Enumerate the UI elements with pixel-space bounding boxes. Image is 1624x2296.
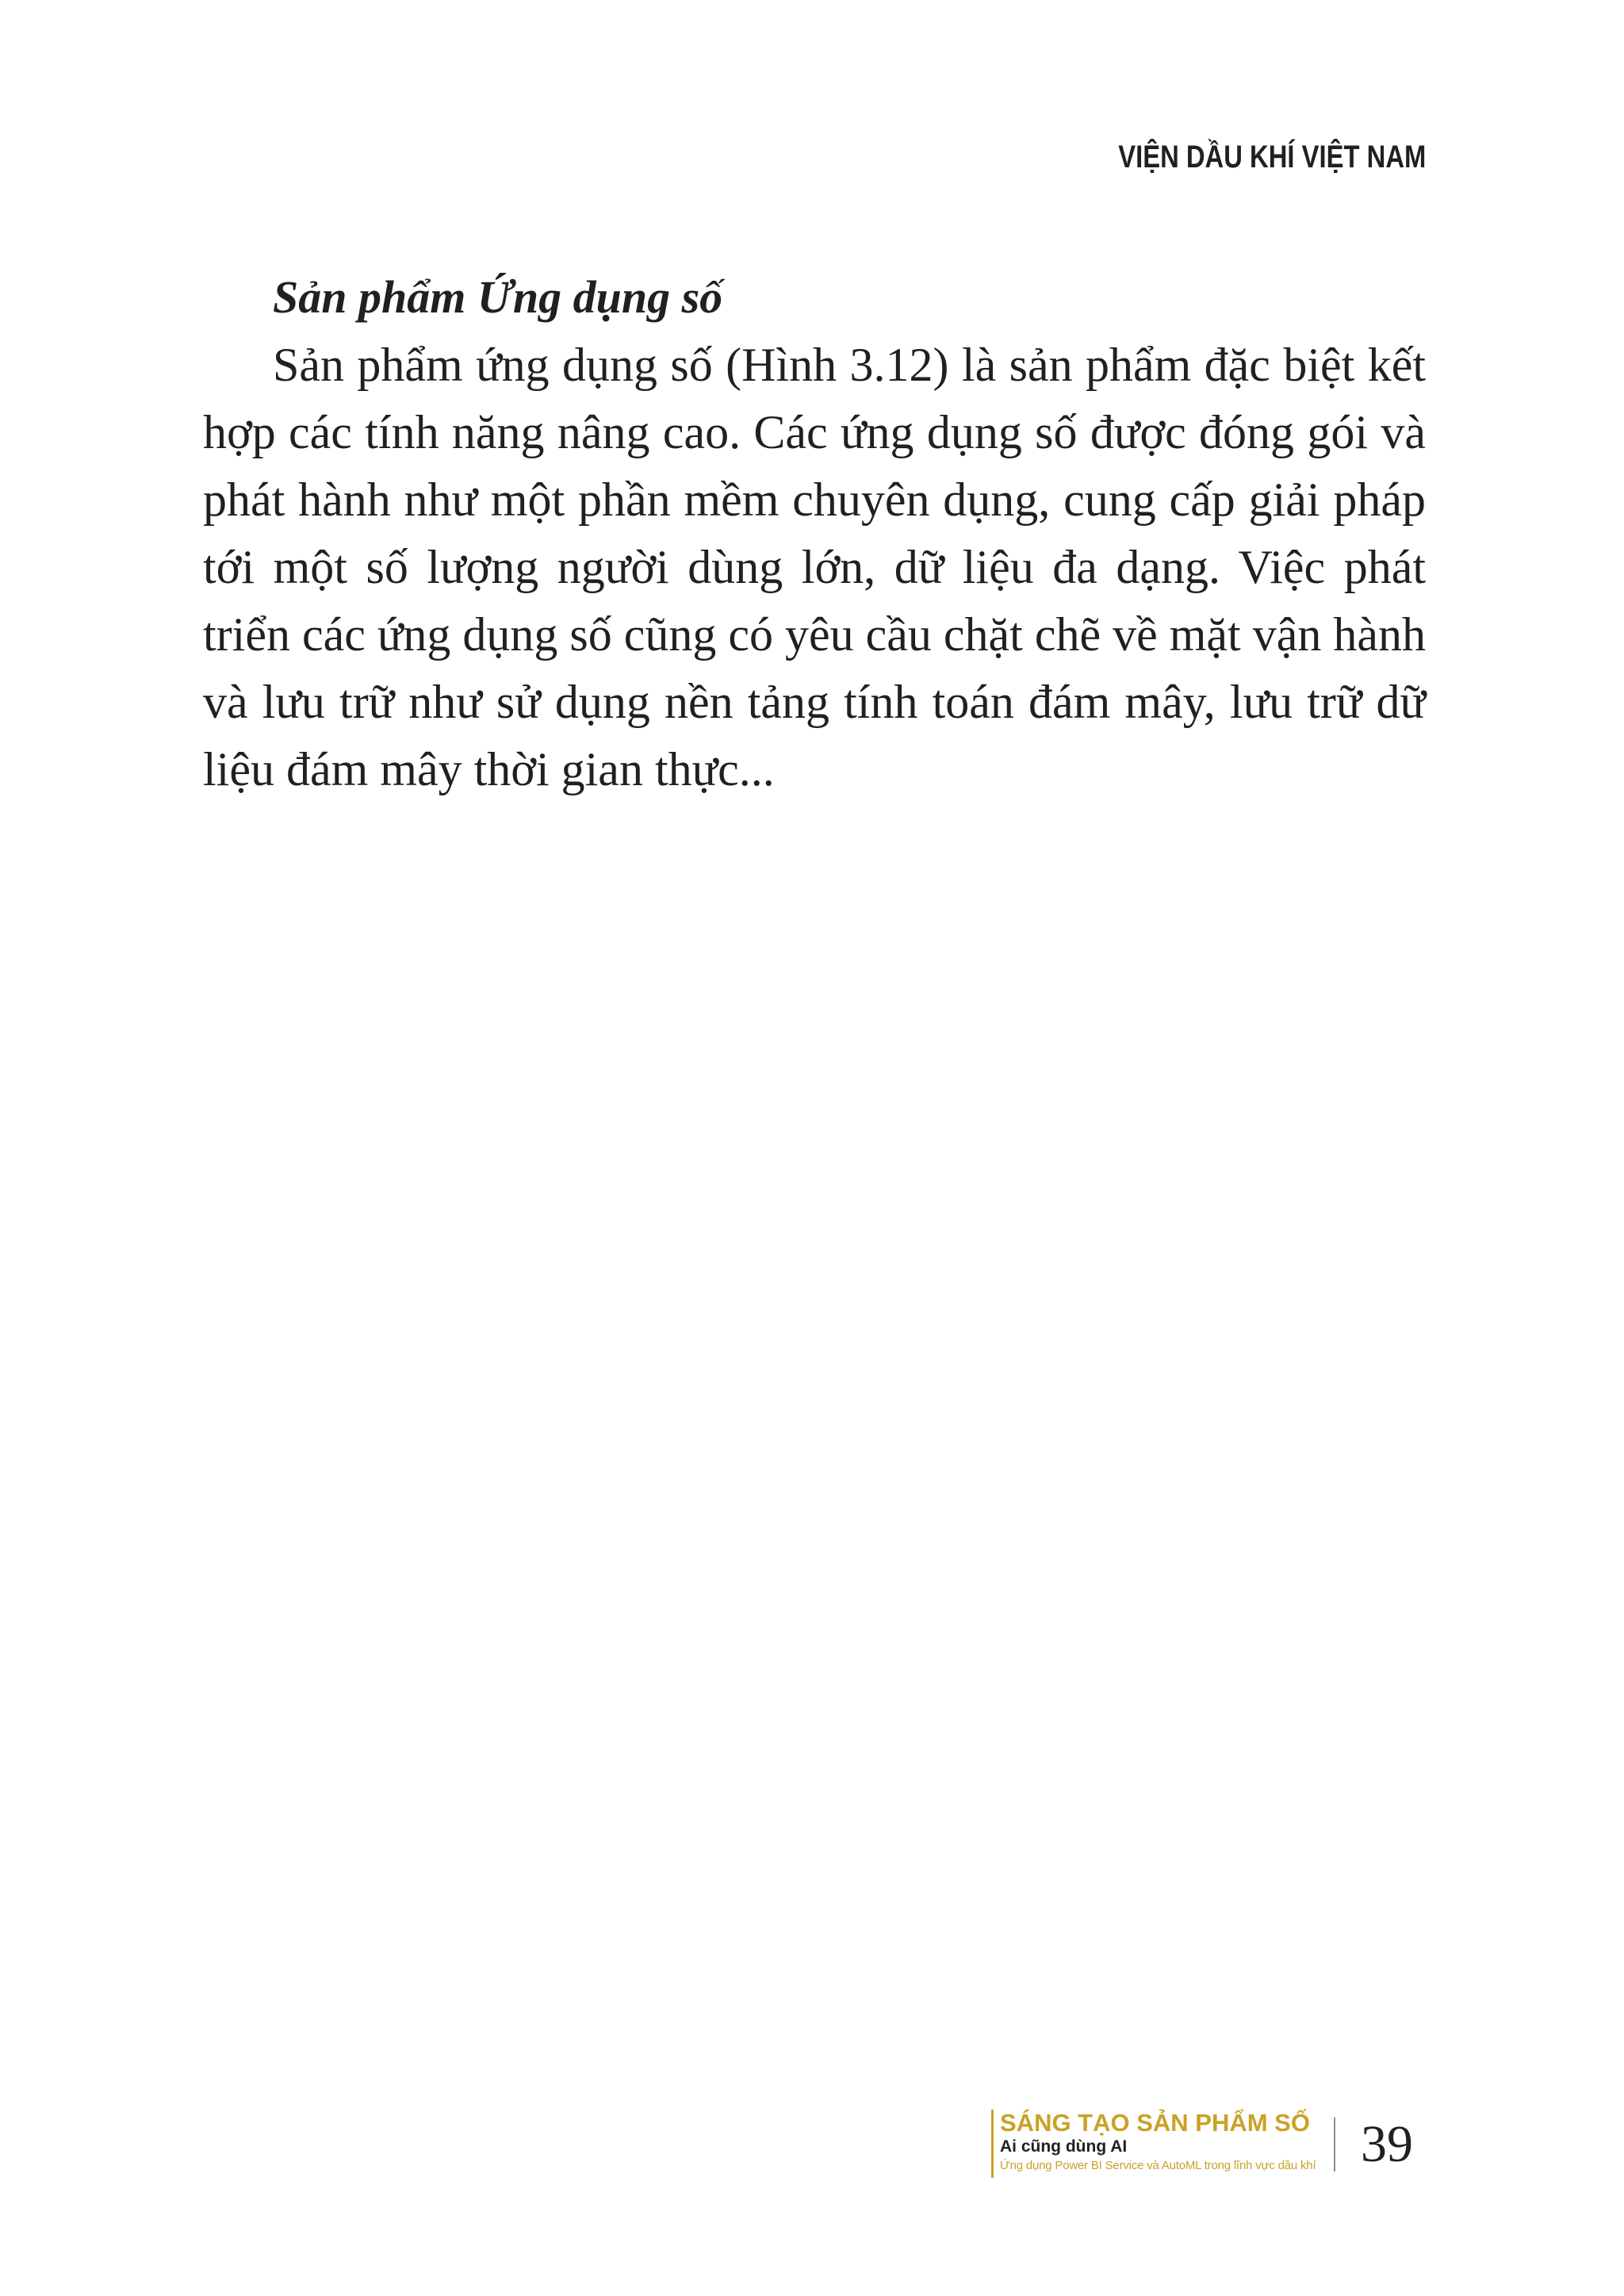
body-paragraph: Sản phẩm ứng dụng số (Hình 3.12) là sản phẩm đặc biệt kết hợp các tính năng nâng cao. Các ứng dụng số được đóng gói và phát hành như một phần mềm chuyên dụng, cung cấp giải pháp tới một số lượng người dùng lớn, dữ liệu đa dạng. Việc phát triển các ứng dụng số cũng có yêu cầu chặt chẽ về mặt vận hành và lưu trữ như sử dụng nền tảng tính toán đám mây, lưu trữ dữ liệu đám mây thời gian thực... <box>203 339 1426 795</box>
page-number: 39 <box>1361 2115 1413 2173</box>
series-subtitle: Ai cũng dùng AI <box>1000 2137 1128 2156</box>
footer-divider <box>1334 2118 1335 2171</box>
section-heading: Sản phẩm Ứng dụng số <box>273 271 723 323</box>
page-footer <box>991 2110 1427 2181</box>
series-title: SÁNG TẠO SẢN PHẨM SỐ <box>1000 2109 1310 2137</box>
series-description: Ứng dụng Power BI Service và AutoML trong lĩnh vực dầu khí <box>1000 2159 1316 2172</box>
series-info <box>991 2110 1316 2178</box>
running-header: VIỆN DẦU KHÍ VIỆT NAM <box>1117 140 1426 174</box>
main-content <box>203 270 1426 803</box>
